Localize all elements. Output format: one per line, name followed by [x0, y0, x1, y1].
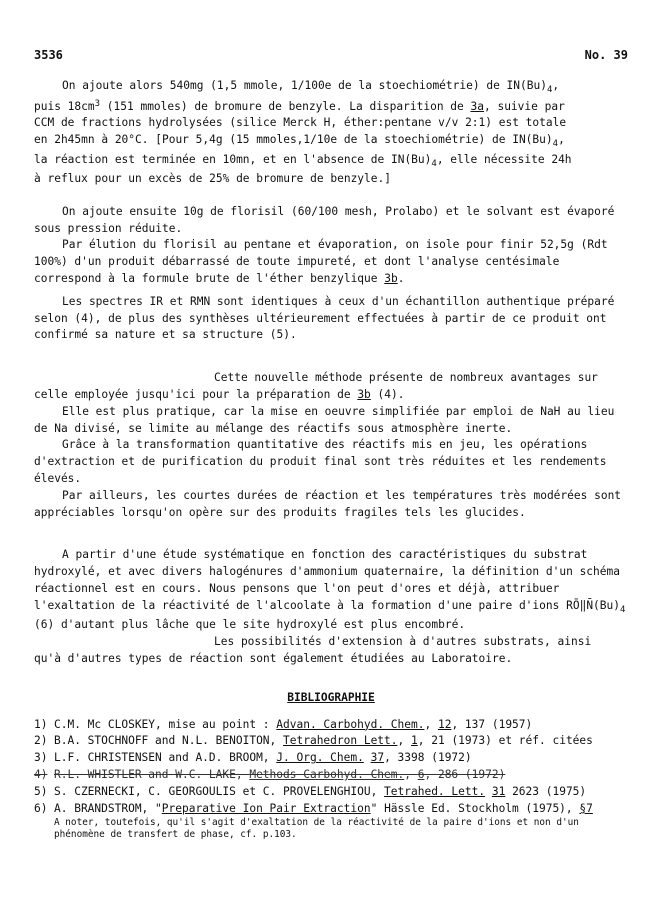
- reference-number: 5): [34, 784, 48, 798]
- reference-note: A noter, toutefois, qu'il s'agit d'exaltation de la réactivité de la paire d'ions et non d'un phénomène de transfert de phase, cf. p.103.: [54, 817, 579, 841]
- reference-volume: 12: [437, 717, 452, 731]
- reference-item: [34, 784, 628, 801]
- reference-text: L.F. CHRISTENSEN and A.D. BROOM, J. Org. Chem. 37, 3398 (1972): [54, 751, 472, 765]
- reference-text: R.L. WHISTLER and W.C. LAKE, Methods Carbohyd. Chem., 6, 286 (1972): [54, 767, 506, 781]
- reference-number: 6): [34, 801, 48, 815]
- reference-number: 4): [34, 767, 48, 781]
- reference-volume: §7: [579, 801, 593, 815]
- page-number: 3536: [34, 48, 63, 62]
- page-header: [34, 46, 628, 64]
- reference-item: [34, 733, 628, 750]
- paragraph-extension: Les possibilités d'extension à d'autres substrats, ainsi qu'à d'autres types de réaction sont également étudiées au Laboratoire.: [34, 635, 592, 665]
- compound-ref: 3b: [357, 388, 371, 402]
- reference-source: Tetrahed. Lett.: [384, 784, 486, 798]
- paragraph-method: Cette nouvelle méthode présente de nombreux avantages sur celle employée jusqu'ici pour la préparation de 3b (4).: [34, 371, 598, 402]
- compound-ref: 3a: [470, 99, 484, 113]
- reference-text: B.A. STOCHNOFF and N.L. BENOITON, Tetrahedron Lett., 1, 21 (1973) et réf. citées: [54, 734, 593, 748]
- paragraph-quantitative: Grâce à la transformation quantitative des réactifs mis en jeu, les opérations d'extraction et de purification du produit final sont très réduites et les rendements élevés.: [34, 438, 607, 486]
- reference-number: 2): [34, 734, 48, 748]
- reference-source: J. Org. Chem.: [276, 751, 364, 765]
- reference-item: [34, 801, 628, 818]
- reference-number: 3): [34, 751, 48, 765]
- paragraph-elution: Par élution du florisil au pentane et évaporation, on isole pour finir 52,5g (Rdt 100%) d'un produit débarrassé de toute impureté, et dont l'analyse centésimale correspond à la formule brute de l'éther benzylique 3b.: [34, 238, 608, 286]
- compound-ref: 3b: [384, 272, 398, 286]
- reference-volume: 6: [417, 767, 425, 781]
- bibliography-title: BIBLIOGRAPHIE: [287, 690, 375, 704]
- ion-pair-formula: RŌ‖N̄(Bu): [566, 598, 620, 612]
- paragraph-study: A partir d'une étude systématique en fonction des caractéristiques du substrat hydroxylé, et avec divers halogénures d'ammonium quaternaire, la définition d'un schéma réactionnel est en cours. Nous pensons que l'on peut d'ores et déjà, attribuer l'exaltation de la réactivité de l'alcoolate à la formation d'une paire d'ions $RŌ‖N̄(Bu)_4$ (6) d'autant plus lâche que le site hydroxylé est plus encombré.: [34, 548, 626, 632]
- reference-text: S. CZERNECKI, C. GEORGOULIS et C. PROVELENGHIOU, Tetrahed. Lett. 31 2623 (1975): [54, 784, 587, 798]
- reference-volume: 31: [491, 784, 506, 798]
- reference-text: A. BRANDSTROM, "Preparative Ion Pair Extraction" Hässle Ed. Stockholm (1975), §7: [54, 801, 593, 815]
- reference-number: 1): [34, 717, 48, 731]
- paragraph-florisil: On ajoute ensuite 10g de florisil (60/100 mesh, Prolabo) et le solvant est évaporé sous pression réduite.: [34, 204, 615, 235]
- reference-source: Preparative Ion Pair Extraction: [161, 801, 371, 815]
- reference-item: [34, 717, 628, 734]
- issue-number: No. 39: [584, 48, 628, 62]
- reference-item: [34, 767, 628, 784]
- reference-source: Methods Carbohyd. Chem.: [249, 767, 405, 781]
- reference-item: [34, 750, 628, 767]
- paragraph-procedure: On ajoute alors 540mg (1,5 mmole, 1/100e de la stoechiométrie) de $IN(Bu)_4$, puis $18cm^3$ (151 mmoles) de bromure de benzyle. La disparition de 3a, suivie par CCM de fractions hydrolysées (silice Merck H, éther:pentane v/v 2:1) est totale en 2h45mn à 20°C. [Pour 5,4g (15 mmoles,1/10e de la stoechiométrie) de $IN(Bu)_4$, la réaction est terminée en 10mn, et en l'absence de $IN(Bu)_4$, elle nécessite 24h à reflux pour un excès de 25% de bromure de benzyle.]: [34, 79, 572, 186]
- page-body: [34, 78, 628, 841]
- reference-source: Tetrahedron Lett.: [283, 734, 398, 748]
- paragraph-durations: Par ailleurs, les courtes durées de réaction et les températures très modérées sont appréciables lorsqu'on opère sur des produits fragiles tels les glucides.: [34, 488, 622, 519]
- reference-volume: 1: [411, 734, 418, 748]
- reference-list: [34, 717, 628, 818]
- reference-source: Advan. Carbohyd. Chem.: [276, 717, 425, 731]
- paragraph-spectra: Les spectres IR et RMN sont identiques à ceux d'un échantillon authentique préparé selon (4), de plus des synthèses ultérieurement effectuées à partir de ce produit ont confirmé sa nature et sa structure (5).: [34, 294, 615, 342]
- reference-text: C.M. Mc CLOSKEY, mise au point : Advan. Carbohyd. Chem., 12, 137 (1957): [54, 717, 533, 731]
- paragraph-practical: Elle est plus pratique, car la mise en oeuvre simplifiée par emploi de NaH au lieu de Na divisé, se limite au mélange des réactifs sous atmosphère inerte.: [34, 404, 615, 435]
- reference-volume: 37: [370, 751, 385, 765]
